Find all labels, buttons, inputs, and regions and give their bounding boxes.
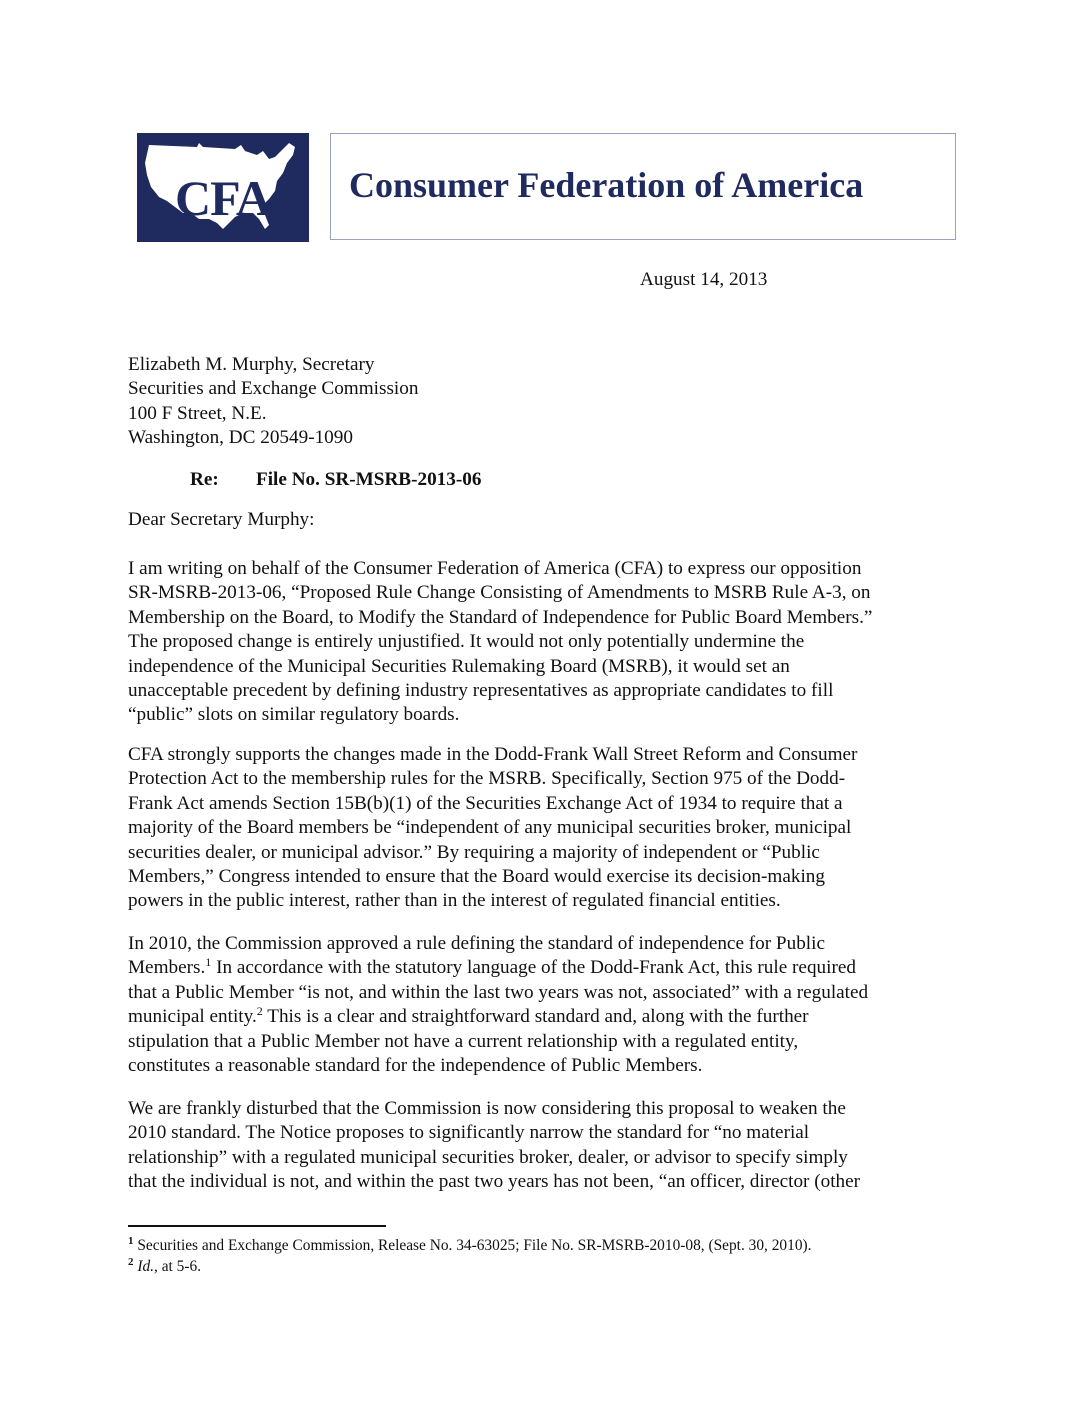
paragraph-3 [128,932,868,1078]
footnote-ref-2[interactable]: 2 [256,1004,263,1019]
paragraph-line: “public” slots on similar regulatory boards. [128,704,460,726]
footnote-1: $^1$ Securities and Exchange Commission, Release No. 34-63025; File No. SR-MSRB-2010-08, (Sept. 30, 2010). [128,1235,812,1254]
org-name: Consumer Federation of America [349,165,864,205]
paragraph-line: powers in the public interest, rather than in the interest of regulated financial entities. [128,890,781,912]
footnotes [128,1235,812,1277]
paragraph-line: that a Public Member “is not, and within the last two years was not, associated” with a regulated [128,981,869,1003]
salutation: Dear Secretary Murphy: [128,509,315,530]
paragraph-line: independence of the Municipal Securities Rulemaking Board (MSRB), it would set an [128,655,790,677]
recipient-name: Elizabeth M. Murphy, Secretary [128,354,375,375]
footnote-divider [128,1225,386,1227]
footnote-ref-1[interactable]: 1 [205,955,212,970]
recipient-street: 100 F Street, N.E. [128,402,267,424]
re-label: Re: [190,469,219,490]
paragraph-line: Members.$^1$ In accordance with the statutory language of the Dodd-Frank Act, this rule required [128,955,856,979]
paragraph-line: Membership on the Board, to Modify the Standard of Independence for Public Board Members.” [128,606,873,628]
paragraph-line: SR-MSRB-2013-06, “Proposed Rule Change Consisting of Amendments to MSRB Rule A-3, on [128,582,871,604]
logo-text: CFA [174,170,272,226]
paragraph-line: that the individual is not, and within the past two years has not been, “an officer, director (other [128,1171,861,1193]
paragraph-line: relationship” with a regulated municipal securities broker, dealer, or advisor to specify simply [128,1146,848,1168]
footnote-2: $^2$ Id., at 5-6. [128,1256,202,1275]
paragraph-line: securities dealer, or municipal advisor.” By requiring a majority of independent or “Public [128,841,820,863]
paragraph-line: majority of the Board members be “independent of any municipal securities broker, municipal [128,817,852,839]
recipient-address [128,353,418,451]
subject-line [190,468,481,492]
paragraph-line: Frank Act amends Section 15B(b)(1) of the Securities Exchange Act of 1934 to require that a [128,792,843,814]
cfa-logo [137,133,309,242]
org-name-box [330,133,956,240]
paragraph-line: 2010 standard. The Notice proposes to significantly narrow the standard for “no material [128,1122,810,1144]
paragraph-1 [128,557,872,728]
paragraph-line: Members,” Congress intended to ensure that the Board would exercise its decision-making [128,865,825,887]
paragraph-line: We are frankly disturbed that the Commission is now considering this proposal to weaken the [128,1098,846,1119]
paragraph-line: In 2010, the Commission approved a rule defining the standard of independence for Public [128,933,825,954]
paragraph-line: CFA strongly supports the changes made in the Dodd-Frank Wall Street Reform and Consumer [128,744,858,765]
paragraph-line: stipulation that a Public Member not have a current relationship with a regulated entity, [128,1030,799,1052]
paragraph-line: constitutes a reasonable standard for the independence of Public Members. [128,1054,703,1076]
letter-date: August 14, 2013 [640,269,768,290]
recipient-city: Washington, DC 20549-1090 [128,427,353,449]
paragraph-line: unacceptable precedent by defining industry representatives as appropriate candidates to fill [128,679,834,701]
paragraph-4 [128,1097,860,1195]
re-file: File No. SR-MSRB-2013-06 [256,469,482,490]
paragraph-line: municipal entity.$^2$ This is a clear and straightforward standard and, along with the further [128,1004,809,1028]
recipient-organization: Securities and Exchange Commission [128,378,419,400]
paragraph-line: Protection Act to the membership rules for the MSRB. Specifically, Section 975 of the Dodd- [128,768,846,790]
paragraph-line: I am writing on behalf of the Consumer Federation of America (CFA) to express our opposition [128,558,862,579]
paragraph-line: The proposed change is entirely unjustified. It would not only potentially undermine the [128,631,805,653]
paragraph-2 [128,743,857,914]
